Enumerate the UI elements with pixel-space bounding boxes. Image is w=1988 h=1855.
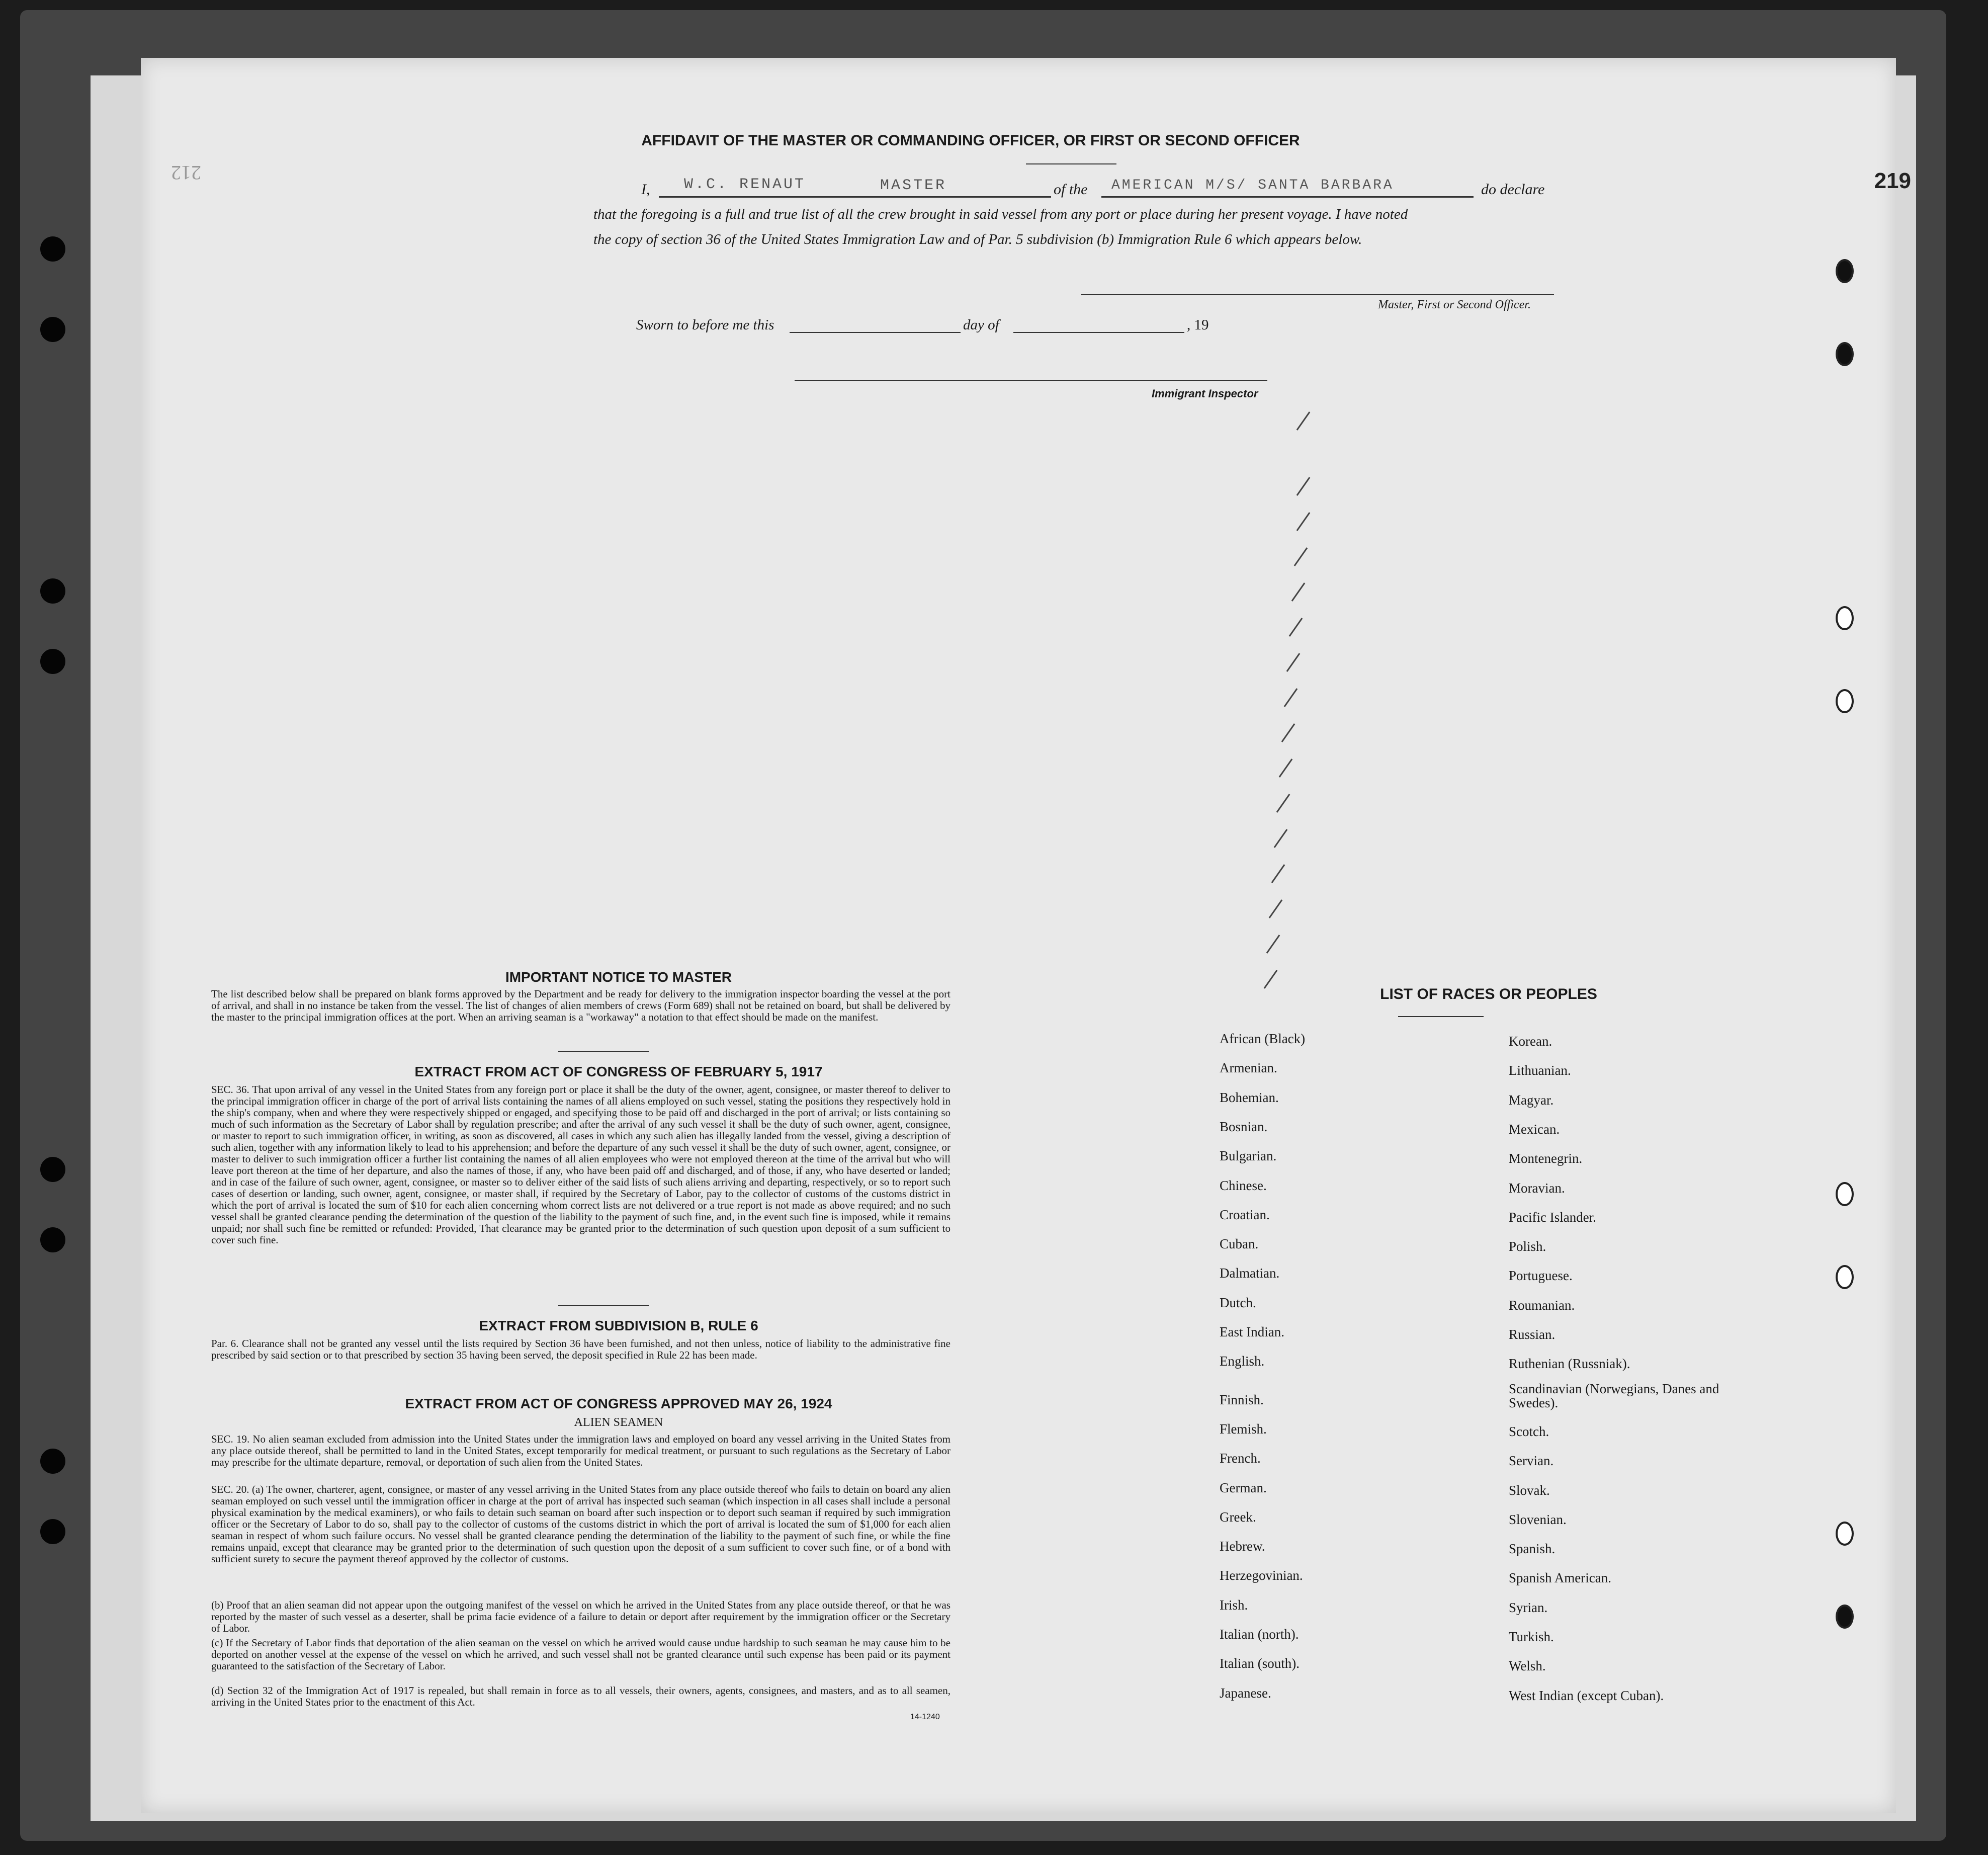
affidavit-title: AFFIDAVIT OF THE MASTER OR COMMANDING OFFICER, OR FIRST OR SECOND OFFICER bbox=[641, 132, 1300, 149]
race-left-item: Finnish. bbox=[1220, 1392, 1264, 1407]
document-page bbox=[141, 58, 1911, 1813]
race-left-item: Armenian. bbox=[1220, 1060, 1277, 1076]
race-right-item: Magyar. bbox=[1509, 1092, 1554, 1108]
binder-hole bbox=[40, 1227, 65, 1252]
race-left-item: Japanese. bbox=[1220, 1685, 1271, 1701]
master-name: W.C. RENAUT bbox=[684, 176, 806, 193]
race-right-item: Polish. bbox=[1509, 1239, 1546, 1254]
binder-hole bbox=[40, 1157, 65, 1182]
affidavit-i: I, bbox=[641, 181, 650, 198]
race-left-item: Croatian. bbox=[1220, 1207, 1270, 1222]
punch-hole bbox=[1836, 342, 1854, 366]
extract-1917-title: EXTRACT FROM ACT OF CONGRESS OF FEBRUARY 5, 1917 bbox=[414, 1064, 823, 1079]
race-left-item: Flemish. bbox=[1220, 1421, 1267, 1437]
race-left-item: Italian (north). bbox=[1220, 1627, 1299, 1642]
punch-hole bbox=[1836, 1605, 1854, 1629]
race-right-item: Servian. bbox=[1509, 1453, 1554, 1469]
punch-hole bbox=[1836, 259, 1854, 283]
race-left-item: Bosnian. bbox=[1220, 1119, 1268, 1134]
form-number: 14-1240 bbox=[910, 1713, 940, 1721]
year-label: , 19 bbox=[1187, 317, 1209, 333]
race-right-item: Spanish. bbox=[1509, 1541, 1555, 1557]
binder-hole bbox=[40, 649, 65, 674]
day-of-label: day of bbox=[963, 317, 999, 333]
race-right-item: Moravian. bbox=[1509, 1180, 1565, 1196]
extract-1924-title: EXTRACT FROM ACT OF CONGRESS APPROVED MAY 26, 1924 bbox=[405, 1396, 832, 1411]
page-number: 219 bbox=[1874, 168, 1911, 193]
extract-rule6-title: EXTRACT FROM SUBDIVISION B, RULE 6 bbox=[479, 1318, 758, 1333]
race-right-item: Slovak. bbox=[1509, 1482, 1550, 1498]
race-left-item: Dutch. bbox=[1220, 1295, 1256, 1310]
punch-hole bbox=[1836, 1182, 1854, 1206]
race-left-item: Italian (south). bbox=[1220, 1656, 1300, 1671]
punch-hole bbox=[1836, 1265, 1854, 1289]
sec20a-text: SEC. 20. (a) The owner, charterer, agent, consignee, or master of any vessel arriving in the United States from any place outside thereof who fails to detain on board any alien seaman employed on such vessel until the immigration officer in charge at the port of arrival has inspected such seaman (which inspection in all cases shall include a personal physical examination by the medical examiners), or who fails to detain such seaman on board after such inspection or to deport such seaman if required by such immigration officer or the Secretary of Labor to do so, shall pay to the collector of customs of the customs district in which the port of arrival is located the sum of $1,000 for each alien seaman in respect of whom such failure occurs. No vessel shall be granted clearance pending the determination of the liability to the payment of such fine, or while the fine remains unpaid, except that clearance may be granted prior to the determination of such question upon the deposit of a sum sufficient to cover such fine, or of a bond with sufficient surety to secure the payment thereof approved by the collector of customs. bbox=[211, 1483, 950, 1565]
vessel-name: AMERICAN M/S/ SANTA BARBARA bbox=[1111, 178, 1394, 193]
race-left-item: Dalmatian. bbox=[1220, 1266, 1280, 1281]
binder-hole bbox=[40, 1519, 65, 1544]
sec20c-text: (c) If the Secretary of Labor finds that deportation of the alien seaman on the vessel on which he arrived would cause undue hardship to such seaman he may cause him to be deported on another vessel at the expense of the vessel on which he arrived, and such vessel shall not be granted clearance until such expense has been paid or its payment guaranteed to the satisfaction of the Secretary of Labor. bbox=[211, 1637, 950, 1672]
race-right-item: Welsh. bbox=[1509, 1658, 1546, 1674]
margin-mark: 212 bbox=[171, 161, 201, 184]
race-left-item: East Indian. bbox=[1220, 1324, 1284, 1339]
of-the-label: of the bbox=[1054, 181, 1088, 198]
sec20d-text: (d) Section 32 of the Immigration Act of 1917 is repealed, but shall remain in force as to all vessels, their owners, agents, consignees, and masters, and as to all seamen, arriving in the United States prior to the enactment of this Act. bbox=[211, 1684, 950, 1708]
punch-hole bbox=[1836, 1522, 1854, 1546]
race-left-item: Cuban. bbox=[1220, 1236, 1259, 1252]
binder-hole bbox=[40, 317, 65, 342]
race-left-item: French. bbox=[1220, 1451, 1261, 1466]
master-rank: MASTER bbox=[880, 177, 947, 194]
race-left-item: Bohemian. bbox=[1220, 1089, 1279, 1105]
sworn-label: Sworn to before me this bbox=[636, 317, 774, 333]
race-right-item: Korean. bbox=[1509, 1034, 1552, 1049]
race-left-item: German. bbox=[1220, 1480, 1267, 1495]
affidavit-line3: the copy of section 36 of the United States Immigration Law and of Par. 5 subdivision (b) Immigration Rule 6 which appears below. bbox=[593, 231, 1362, 247]
race-right-item: Mexican. bbox=[1509, 1121, 1560, 1137]
binder-hole bbox=[40, 236, 65, 262]
binder-hole bbox=[40, 578, 65, 604]
race-right-item: Turkish. bbox=[1509, 1629, 1554, 1644]
race-right-item: Montenegrin. bbox=[1509, 1151, 1583, 1166]
extract-1917-body: SEC. 36. That upon arrival of any vessel in the United States from any foreign port or place it shall be the duty of the owner, agent, consignee, or master thereof to deliver to the principal immigration officer in charge of the port of arrival lists containing the names of all aliens employed on such vessel, stating the positions they respectively hold in the ship's company, when and where they were respectively shipped or engaged, and specifying those to be paid off and discharged in the port of arrival; or lists containing so much of such information as the Secretary of Labor shall by regulation prescribe; and after the arrival of any such vessel it shall be the duty of such owner, agent, consignee, or master to report to such immigration officer, in writing, as soon as discovered, all cases in which any such alien has illegally landed from the vessel, giving a description of such alien, together with any information likely to lead to his apprehension; and before the departure of any such vessel it shall be the duty of such owner, agent, consignee, or master to deliver to such immigration officer a further list containing the names of all alien employees who were not employed thereon at the time of the arrival but who will leave port thereon at the time of her departure, and also the names of those, if any, who have been paid off and discharged, and of those, if any, who have deserted or landed; and in case of the failure of such owner, agent, consignee, or master so to deliver either of the said lists of such aliens arriving and departing, respectively, or so to report such cases of desertion or landing, such owner, agent, consignee, or master shall, if required by the Secretary of Labor, pay to the collector of customs of the customs district in which the port of arrival is located the sum of $10 for each alien concerning whom correct lists are not delivered or a true report is not made as above required; and no such vessel shall be granted clearance pending the determination of the question of the liability to the payment of such fine, and, in the event such fine is imposed, while it remains unpaid; nor shall such fine be remitted or refunded: Provided, That clearance may be granted prior to the determination of such question upon deposit of a sum sufficient to cover such fine. bbox=[211, 1083, 950, 1246]
race-left-item: Bulgarian. bbox=[1220, 1148, 1277, 1164]
race-right-item: Spanish American. bbox=[1509, 1570, 1611, 1586]
race-left-item: African (Black) bbox=[1220, 1031, 1306, 1046]
notice-title: IMPORTANT NOTICE TO MASTER bbox=[505, 969, 732, 985]
binder-hole bbox=[40, 1449, 65, 1474]
sec19-text: SEC. 19. No alien seaman excluded from admission into the United States under the immigration laws and employed on board any vessel arriving in the United States from any place outside thereof, shall be permitted to land in the United States, except temporarily for medical treatment, or pursuant to such regulations as the Secretary of Labor may prescribe for the ultimate departure, removal, or deportation of such alien from the United States. bbox=[211, 1433, 950, 1468]
race-left-item: Chinese. bbox=[1220, 1177, 1267, 1193]
race-left-item: Hebrew. bbox=[1220, 1539, 1265, 1554]
sec20b-text: (b) Proof that an alien seaman did not appear upon the outgoing manifest of the vessel on which he arrived in the United States from any place outside thereof, or that he was reported by the master of such vessel as a deserter, shall be prima facie evidence of a failure to detain or deport after requirement by the immigration officer or the Secretary of Labor. bbox=[211, 1599, 950, 1634]
race-right-item: Ruthenian (Russniak). bbox=[1509, 1356, 1630, 1372]
race-right-item: West Indian (except Cuban). bbox=[1509, 1688, 1664, 1703]
race-left-item: Greek. bbox=[1220, 1509, 1256, 1525]
race-right-item: Portuguese. bbox=[1509, 1268, 1573, 1284]
race-right-item: Lithuanian. bbox=[1509, 1063, 1571, 1078]
master-signature-label: Master, First or Second Officer. bbox=[1378, 298, 1531, 311]
notice-body: The list described below shall be prepared on blank forms approved by the Department and be ready for delivery to the immigration inspector boarding the vessel at the port of arrival, and shall in no instance be taken from the vessel. The list of changes of alien members of crews (Form 689) shall not be retained on board, but shall be delivered by the master to the principal immigration offices at the port. When an arriving seaman is a "workaway" a notation to that effect should be made on the manifest. bbox=[211, 988, 950, 1023]
race-right-item: Syrian. bbox=[1509, 1599, 1548, 1615]
race-left-item: Irish. bbox=[1220, 1597, 1248, 1613]
race-left-item: Herzegovinian. bbox=[1220, 1568, 1303, 1583]
inspector-label: Immigrant Inspector bbox=[1152, 387, 1258, 400]
race-right-item: Scandinavian (Norwegians, Danes and Swedes). bbox=[1509, 1381, 1719, 1410]
race-right-item: Scotch. bbox=[1509, 1423, 1549, 1439]
race-right-item: Pacific Islander. bbox=[1509, 1209, 1596, 1225]
race-right-item: Slovenian. bbox=[1509, 1511, 1567, 1527]
punch-hole bbox=[1836, 606, 1854, 630]
affidavit-line2: that the foregoing is a full and true list of all the crew brought in said vessel from any port or place during her present voyage. I have noted bbox=[593, 206, 1408, 222]
race-right-item: Roumanian. bbox=[1509, 1297, 1575, 1313]
do-declare-label: do declare bbox=[1481, 181, 1545, 198]
race-left-item: English. bbox=[1220, 1354, 1265, 1369]
extract-1924-subtitle: ALIEN SEAMEN bbox=[574, 1416, 663, 1429]
races-title: LIST OF RACES OR PEOPLES bbox=[1380, 986, 1597, 1002]
punch-hole bbox=[1836, 689, 1854, 713]
extract-rule6-body: Par. 6. Clearance shall not be granted any vessel until the lists required by Section 36 have been furnished, and not then unless, notice of liability to the administrative fine prescribed by said section or to that prescribed by section 35 having been served, the deposit specified in Rule 22 has been made. bbox=[211, 1337, 950, 1361]
race-right-item: Russian. bbox=[1509, 1327, 1555, 1342]
